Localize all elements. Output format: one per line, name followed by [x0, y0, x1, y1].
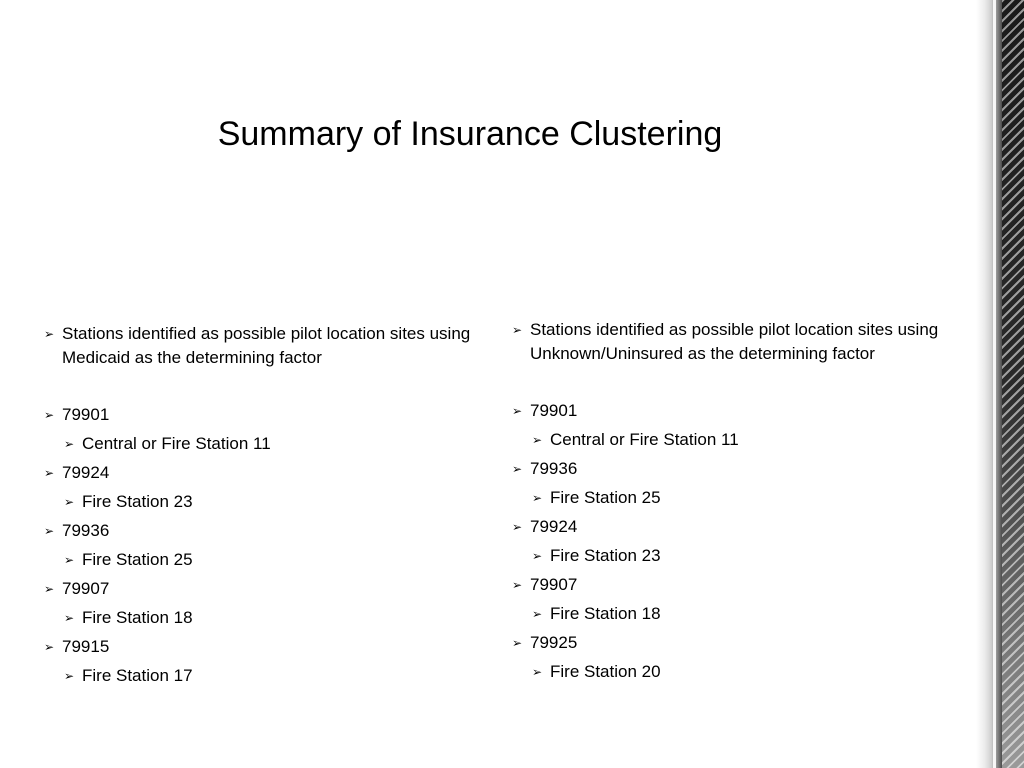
arrow-bullet-icon: ➢ [44, 524, 55, 538]
arrow-bullet-icon: ➢ [64, 611, 75, 625]
zip-code: 79907 [530, 575, 578, 594]
station-name: Fire Station 18 [82, 608, 193, 627]
zip-code: 79925 [530, 633, 578, 652]
zip-code: 79915 [62, 637, 110, 656]
zip-code: 79924 [62, 463, 110, 482]
zip-code: 79901 [62, 405, 110, 424]
station-name: Fire Station 25 [550, 488, 661, 507]
station-name: Central or Fire Station 11 [82, 434, 271, 453]
arrow-bullet-icon: ➢ [44, 466, 55, 480]
arrow-bullet-icon: ➢ [512, 404, 523, 418]
station-name: Central or Fire Station 11 [550, 430, 739, 449]
arrow-bullet-icon: ➢ [532, 433, 543, 447]
left-column [44, 322, 484, 693]
arrow-bullet-icon: ➢ [44, 640, 55, 654]
right-intro-item [512, 318, 982, 366]
arrow-bullet-icon: ➢ [532, 665, 543, 679]
right-station-item-2 [532, 486, 982, 515]
arrow-bullet-icon: ➢ [532, 549, 543, 563]
station-name: Fire Station 25 [82, 550, 193, 569]
zip-code: 79901 [530, 401, 578, 420]
station-name: Fire Station 20 [550, 662, 661, 681]
left-station-item-1 [64, 432, 484, 461]
arrow-bullet-icon: ➢ [512, 636, 523, 650]
left-zip-item-1 [44, 403, 484, 432]
arrow-bullet-icon: ➢ [64, 437, 75, 451]
right-station-item-4 [532, 602, 982, 631]
arrow-bullet-icon: ➢ [512, 578, 523, 592]
right-intro-text: Stations identified as possible pilot location sites using Unknown/Uninsured as the determining factor [530, 320, 939, 363]
right-zip-item-3 [512, 515, 982, 544]
right-column [512, 318, 982, 689]
right-zip-item-2 [512, 457, 982, 486]
station-name: Fire Station 17 [82, 666, 193, 685]
station-name: Fire Station 23 [550, 546, 661, 565]
zip-code: 79924 [530, 517, 578, 536]
arrow-bullet-icon: ➢ [64, 669, 75, 683]
arrow-bullet-icon: ➢ [64, 553, 75, 567]
right-zip-item-5 [512, 631, 982, 660]
arrow-bullet-icon: ➢ [512, 462, 523, 476]
arrow-bullet-icon: ➢ [512, 323, 523, 337]
zip-code: 79936 [530, 459, 578, 478]
right-zip-item-4 [512, 573, 982, 602]
arrow-bullet-icon: ➢ [44, 408, 55, 422]
left-station-item-4 [64, 606, 484, 635]
left-zip-item-3 [44, 519, 484, 548]
station-name: Fire Station 23 [82, 492, 193, 511]
left-station-item-2 [64, 490, 484, 519]
left-station-item-3 [64, 548, 484, 577]
decorative-edge-pattern [1002, 0, 1024, 768]
decorative-edge-line [993, 0, 996, 768]
zip-code: 79907 [62, 579, 110, 598]
right-zip-item-1 [512, 399, 982, 428]
arrow-bullet-icon: ➢ [512, 520, 523, 534]
slide-title: Summary of Insurance Clustering [217, 115, 723, 153]
arrow-bullet-icon: ➢ [44, 582, 55, 596]
zip-code: 79936 [62, 521, 110, 540]
arrow-bullet-icon: ➢ [64, 495, 75, 509]
right-station-item-3 [532, 544, 982, 573]
arrow-bullet-icon: ➢ [44, 327, 55, 341]
left-intro-item [44, 322, 484, 370]
right-station-item-1 [532, 428, 982, 457]
station-name: Fire Station 18 [550, 604, 661, 623]
left-zip-item-5 [44, 635, 484, 664]
left-zip-item-4 [44, 577, 484, 606]
right-station-item-5 [532, 660, 982, 689]
left-zip-item-2 [44, 461, 484, 490]
arrow-bullet-icon: ➢ [532, 491, 543, 505]
left-intro-text: Stations identified as possible pilot location sites using Medicaid as the determining factor [62, 324, 471, 367]
left-station-item-5 [64, 664, 484, 693]
arrow-bullet-icon: ➢ [532, 607, 543, 621]
